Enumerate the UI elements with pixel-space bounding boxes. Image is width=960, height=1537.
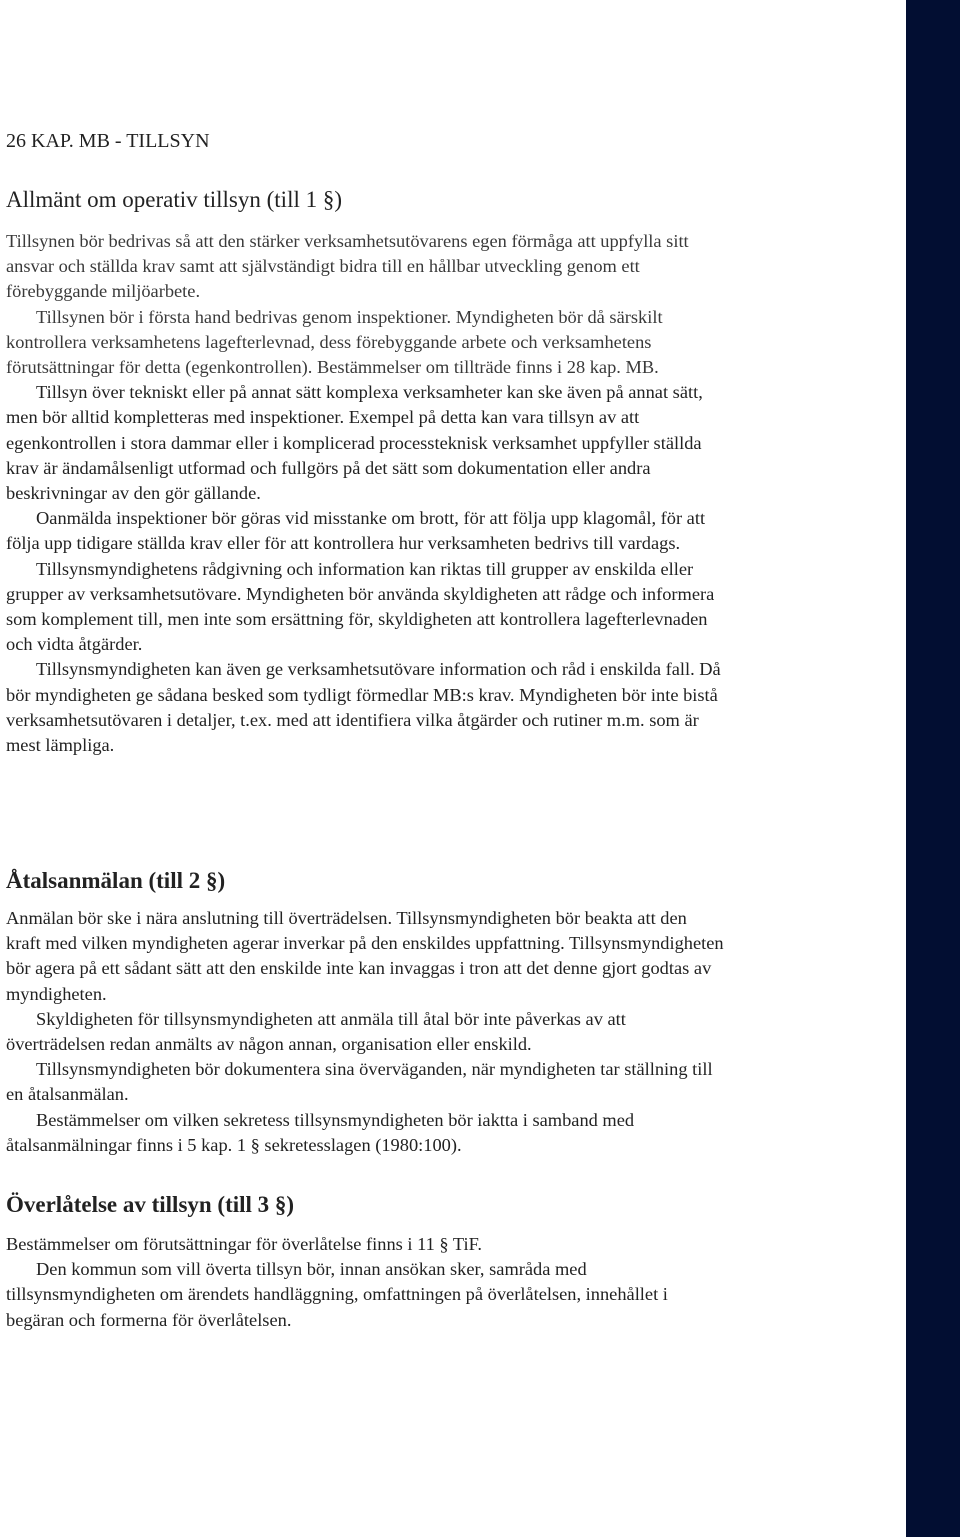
chapter-title: 26 KAP. MB - TILLSYN xyxy=(6,130,210,152)
section-body-operativ-tillsyn xyxy=(6,229,726,758)
paragraph: Bestämmelser om vilken sekretess tillsynsmyndigheten bör iaktta i samband med åtalsanmälningar finns i 5 kap. 1 § sekretesslagen (1980:100). xyxy=(6,1109,635,1155)
section-heading-operativ-tillsyn: Allmänt om operativ tillsyn (till 1 §) xyxy=(6,187,343,212)
paragraph: Tillsyn över tekniskt eller på annat sätt komplexa verksamheter kan ske även på annat sätt, men bör alltid kompletteras med inspektioner. Exempel på detta kan vara tillsyn av att egenkontrollen i stora dammar eller i komplicerad processteknisk verksamhet uppfyller ställda krav är ändamålsenligt utformad och fullgörs på det sätt som dokumentation eller andra beskrivningar av den gör gällande. xyxy=(6,382,703,504)
section-body-atalsanmalan xyxy=(6,906,726,1158)
paragraph: Tillsynsmyndigheten bör dokumentera sina överväganden, när myndigheten tar ställning till en åtalsanmälan. xyxy=(6,1059,713,1105)
paragraph: Tillsynsmyndigheten kan även ge verksamhetsutövare information och råd i enskilda fall. Då bör myndigheten ge sådana besked som tydligt förmedlar MB:s krav. Myndigheten bör inte bistå verksamhetsutövaren i detaljer, t.ex. med att identifiera vilka åtgärder och rutiner m.m. som är mest lämpliga. xyxy=(6,659,721,756)
paragraph: Tillsynsmyndighetens rådgivning och information kan riktas till grupper av enskilda eller grupper av verksamhetsutövare. Myndigheten bör använda skyldigheten att rådge och informera som komplement till, men inte som ersättning för, skyldigheten att kontrollera lagefterlevnaden och vidta åtgärder. xyxy=(6,558,715,655)
paragraph: Tillsynen bör bedrivas så att den stärker verksamhetsutövarens egen förmåga att uppfylla sitt ansvar och ställda krav samt att självständigt bidra till en hållbar utveckling genom ett förebyggande miljöarbete. xyxy=(6,231,689,302)
paragraph: Skyldigheten för tillsynsmyndigheten att anmäla till åtal bör inte påverkas av att överträdelsen redan anmälts av någon annan, organisation eller enskild. xyxy=(6,1008,626,1055)
paragraph: Oanmälda inspektioner bör göras vid misstanke om brott, för att följa upp klagomål, för att följa upp tidigare ställda krav eller för att kontrollera hur verksamheten bedrivs till vardags. xyxy=(6,508,706,554)
section-heading-atalsanmalan: Åtalsanmälan (till 2 §) xyxy=(6,868,226,893)
section-body-overlatelse xyxy=(6,1232,726,1333)
section-heading-overlatelse: Överlåtelse av tillsyn (till 3 §) xyxy=(6,1192,295,1217)
paragraph: Tillsynen bör i första hand bedrivas genom inspektioner. Myndigheten bör då särskilt kontrollera verksamhetens lagefterlevnad, dess förebyggande arbete och verksamhetens förutsättningar för detta (egenkontrollen). Bestämmelser om tillträde finns i 28 kap. MB. xyxy=(6,306,663,378)
paragraph: Bestämmelser om förutsättningar för överlåtelse finns i 11 § TiF. xyxy=(6,1234,482,1254)
right-sidebar-bar xyxy=(906,0,960,1537)
paragraph: Den kommun som vill överta tillsyn bör, innan ansökan sker, samråda med tillsynsmyndigheten om ärendets handläggning, omfattningen på överlåtelsen, innehållet i begäran och formerna för överlåtelsen. xyxy=(6,1259,668,1330)
paragraph: Anmälan bör ske i nära anslutning till överträdelsen. Tillsynsmyndigheten bör beakta att den kraft med vilken myndigheten agerar inverkar på den enskildes uppfattning. Tillsynsmyndigheten bör agera på ett sådant sätt att den enskilde inte kan invaggas i tron att det denne gjort godtas av myndigheten. xyxy=(6,908,724,1004)
